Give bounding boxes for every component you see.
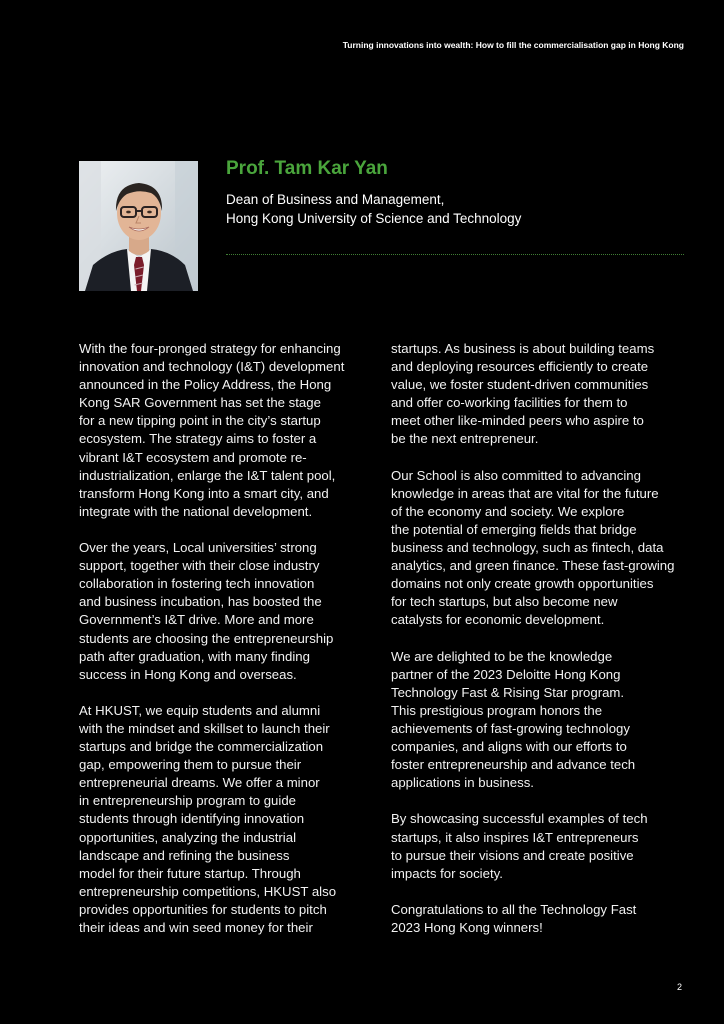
paragraph-gap [391,630,687,648]
paragraph-line: the potential of emerging fields that bridge [391,521,637,537]
paragraph-line: meet other like-minded peers who aspire to [391,413,644,429]
paragraph-line: in entrepreneurship program to guide [79,793,296,809]
paragraph-line: Kong SAR Government has set the stage [79,395,321,411]
paragraph-gap [391,792,687,810]
header-title: Turning innovations into wealth: How to fill the commercialisation gap in Hong Kong [342,40,684,50]
profile-role-line: Hong Kong University of Science and Technology [226,211,522,226]
paragraph-line: This prestigious program honors the [391,702,603,718]
paragraph-line: At HKUST, we equip students and alumni [79,702,321,718]
paragraph-line: value, we foster student-driven communities [391,377,649,393]
paragraph-line: their ideas and win seed money for their [79,920,313,935]
paragraph-line: support, together with their close industry [79,558,320,574]
paragraph-line: vibrant I&T ecosystem and promote re- [79,449,307,465]
paragraph-line: Over the years, Local universities’ strong [79,540,317,556]
paragraph-line: With the four-pronged strategy for enhancing [79,341,341,356]
article-column-right [391,340,687,937]
paragraph-line: with the mindset and skillset to launch their [79,720,330,736]
paragraph-line: impacts for society. [391,865,503,881]
paragraph-line: catalysts for economic development. [391,612,605,628]
paragraph-line: success in Hong Kong and overseas. [79,666,297,682]
paragraph-line: achievements of fast-growing technology [391,720,630,736]
paragraph-line: By showcasing successful examples of tech [391,811,648,827]
paragraph-line: innovation and technology (I&T) development [79,359,345,375]
paragraph-line: and deploying resources efficiently to create [391,359,649,375]
paragraph-line: Our School is also committed to advancing [391,467,641,483]
paragraph-line: and offer co-working facilities for them to [391,395,628,411]
paragraph-line: industrialization, enlarge the I&T talent pool, [79,467,336,483]
paragraph-line: We are delighted to be the knowledge [391,648,613,664]
page-number: 2 [676,982,682,992]
paragraph-line: applications in business. [391,775,534,791]
paragraph-line: for tech startups, but also become new [391,594,618,610]
profile-name: Prof. Tam Kar Yan [226,158,388,179]
paragraph-line: transform Hong Kong into a smart city, and [79,485,329,501]
article-column-left [79,340,375,937]
paragraph-line: analytics, and green finance. These fast-growing [391,558,675,574]
paragraph-line: provides opportunities for students to pitch [79,901,327,917]
paragraph-line: for a new tipping point in the city’s startup [79,413,321,429]
paragraph-line: landscape and refining the business [79,847,290,863]
paragraph-gap [79,521,375,539]
paragraph-line: business and technology, such as fintech, data [391,540,664,556]
paragraph-line: partner of the 2023 Deloitte Hong Kong [391,666,621,682]
paragraph-line: Congratulations to all the Technology Fast [391,901,637,917]
paragraph-gap [79,684,375,702]
paragraph-line: model for their future startup. Through [79,865,301,881]
paragraph-line: gap, empowering them to pursue their [79,757,302,773]
paragraph-line: startups, it also inspires I&T entrepreneurs [391,829,639,845]
paragraph-line: Government’s I&T drive. More and more [79,612,314,628]
dotted-divider [226,254,684,255]
paragraph-line: 2023 Hong Kong winners! [391,920,543,935]
paragraph-line: integrate with the national development. [79,503,313,519]
paragraph-line: startups and bridge the commercialization [79,739,324,755]
paragraph-line: to pursue their visions and create positive [391,847,634,863]
paragraph-line: opportunities, analyzing the industrial [79,829,296,845]
paragraph-line: collaboration in fostering tech innovation [79,576,315,592]
paragraph-line: announced in the Policy Address, the Hong [79,377,332,393]
paragraph-line: startups. As business is about building teams [391,341,655,356]
paragraph-line: of the economy and society. We explore [391,503,625,519]
paragraph-line: companies, and aligns with our efforts to [391,739,627,755]
paragraph-line: Technology Fast & Rising Star program. [391,684,625,700]
profile-role [226,190,521,228]
paragraph-line: foster entrepreneurship and advance tech [391,757,636,773]
paragraph-gap [391,449,687,467]
paragraph-line: be the next entrepreneur. [391,431,539,447]
paragraph-line: knowledge in areas that are vital for the future [391,485,659,501]
paragraph-line: students are choosing the entrepreneurship [79,630,334,646]
paragraph-line: students through identifying innovation [79,811,305,827]
paragraph-line: path after graduation, with many finding [79,648,310,664]
profile-role-line: Dean of Business and Management, [226,192,445,207]
paragraph-line: domains not only create growth opportunities [391,576,654,592]
paragraph-line: entrepreneurial dreams. We offer a minor [79,775,320,791]
portrait-illustration [79,161,198,291]
paragraph-line: and business incubation, has boosted the [79,594,322,610]
portrait-photo [79,161,198,291]
paragraph-gap [391,883,687,901]
paragraph-line: ecosystem. The strategy aims to foster a [79,431,317,447]
paragraph-line: entrepreneurship competitions, HKUST also [79,883,337,899]
